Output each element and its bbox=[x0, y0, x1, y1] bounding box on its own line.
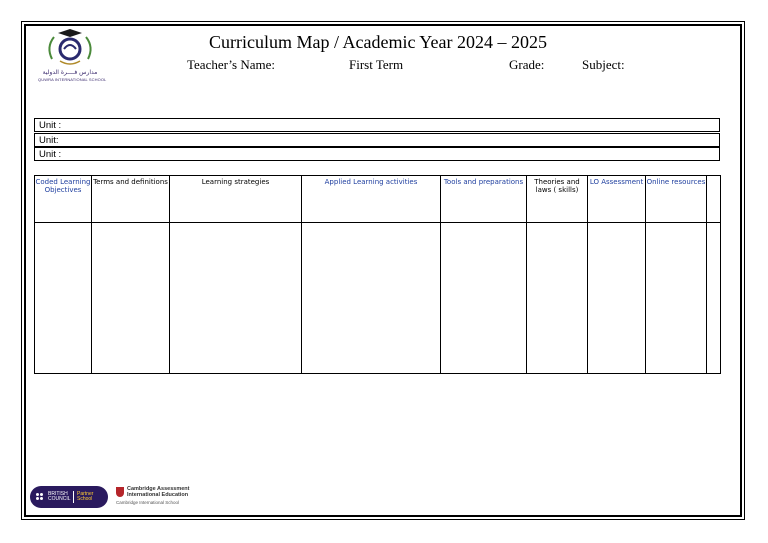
british-council-partner-logo bbox=[30, 486, 108, 508]
cell-tools-and-preparations[interactable] bbox=[441, 223, 527, 374]
unit-row-2: Unit: bbox=[34, 133, 720, 147]
logo-english-name: QUWRA INTERNATIONAL SCHOOL bbox=[38, 77, 107, 82]
cambridge-logo bbox=[116, 486, 226, 510]
cell-theories-and-laws[interactable] bbox=[527, 223, 588, 374]
col-coded-learning-objectives: Coded Learning Objectives bbox=[35, 176, 92, 223]
logo-arabic-name: مدارس فــــرة الدولية bbox=[42, 69, 98, 76]
table-row bbox=[35, 223, 721, 374]
cambridge-line-2: International Education bbox=[127, 492, 189, 498]
cell-online-resources[interactable] bbox=[646, 223, 707, 374]
col-lo-assessment: LO Assessment bbox=[588, 176, 646, 223]
col-learning-strategies: Learning strategies bbox=[170, 176, 302, 223]
term-label: First Term bbox=[349, 57, 404, 72]
col-tools-and-preparations: Tools and preparations bbox=[441, 176, 527, 223]
table-header-row bbox=[35, 176, 721, 223]
school-logo bbox=[38, 29, 107, 87]
teacher-name-label: Teacher’s Name: bbox=[187, 57, 275, 72]
col-applied-learning-activities: Applied Learning activities bbox=[302, 176, 441, 223]
cambridge-line-3: Cambridge International School bbox=[116, 500, 180, 505]
unit-row-3: Unit : bbox=[34, 147, 720, 161]
partner-school-text: Partner School bbox=[77, 491, 94, 502]
page-title: Curriculum Map / Academic Year 2024 – 2025 bbox=[209, 32, 547, 52]
grade-label: Grade: bbox=[509, 57, 545, 72]
col-online-resources: Online resources bbox=[646, 176, 707, 223]
cambridge-line-1: Cambridge Assessment bbox=[127, 486, 190, 492]
col-terms-and-definitions: Terms and definitions bbox=[92, 176, 170, 223]
british-council-text: BRITISH COUNCIL bbox=[48, 491, 71, 502]
col-theories-and-laws: Theories and laws ( skills) bbox=[527, 176, 588, 223]
logo-separator bbox=[73, 491, 74, 503]
cell-coded-learning-objectives[interactable] bbox=[35, 223, 92, 374]
cell-applied-learning-activities[interactable] bbox=[302, 223, 441, 374]
cambridge-shield-icon bbox=[116, 487, 124, 497]
unit-row-1: Unit : bbox=[34, 118, 720, 132]
cell-terms-and-definitions[interactable] bbox=[92, 223, 170, 374]
cell-learning-strategies[interactable] bbox=[170, 223, 302, 374]
curriculum-table bbox=[34, 175, 721, 374]
col-extra bbox=[707, 176, 721, 223]
british-council-dots-icon bbox=[36, 493, 46, 501]
school-emblem-icon bbox=[38, 29, 102, 69]
cell-extra[interactable] bbox=[707, 223, 721, 374]
cell-lo-assessment[interactable] bbox=[588, 223, 646, 374]
subject-label: Subject: bbox=[582, 57, 625, 72]
